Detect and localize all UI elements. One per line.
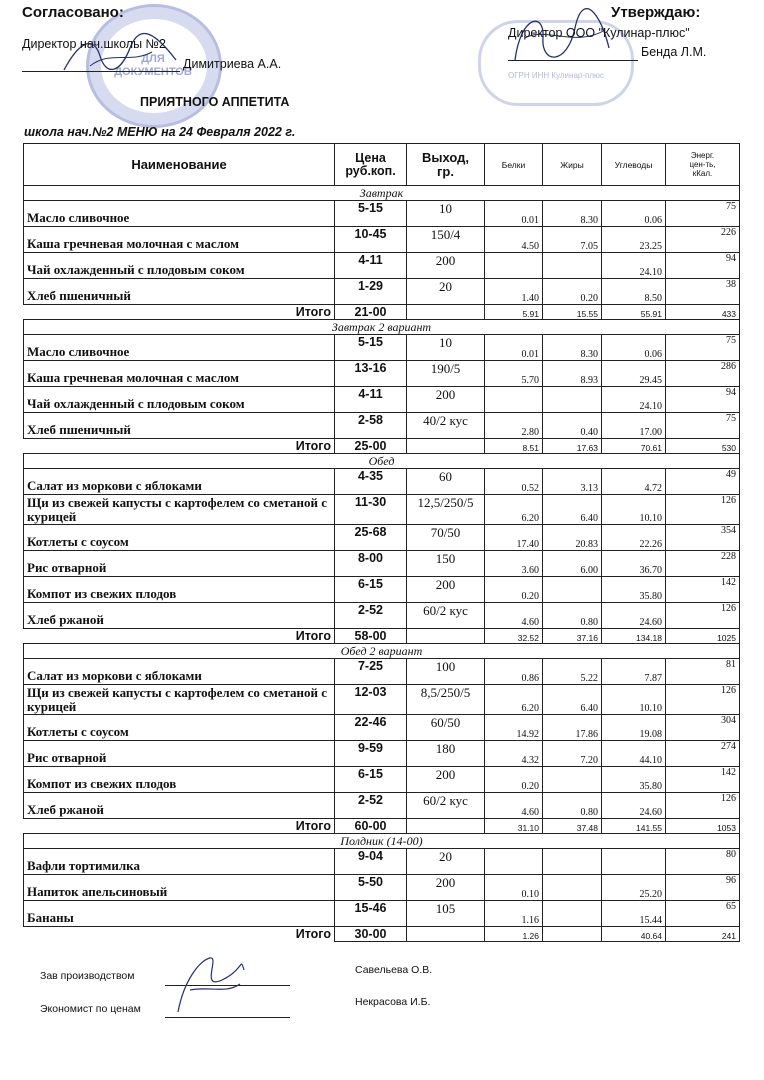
dish-yield: 60/2 кус	[407, 793, 485, 819]
dish-price: 10-45	[335, 227, 407, 253]
energy-header-line-1: Энерг.	[690, 151, 715, 160]
dish-fat	[543, 849, 602, 875]
dish-carbs: 23.25	[602, 227, 666, 253]
table-row	[24, 201, 740, 227]
dish-yield: 60	[407, 469, 485, 495]
dish-carbs: 19.08	[602, 715, 666, 741]
dish-kcal: 274	[666, 741, 740, 767]
total-price: 58-00	[335, 629, 407, 644]
dish-price: 22-46	[335, 715, 407, 741]
dish-kcal: 286	[666, 361, 740, 387]
dish-fat	[543, 901, 602, 927]
stamp-right-text: ОГРН ИНН Кулинар-плюс	[507, 71, 605, 80]
section-row	[24, 644, 740, 659]
right-approval-title: Утверждаю:	[611, 4, 701, 21]
total-row	[24, 629, 740, 644]
dish-kcal: 96	[666, 875, 740, 901]
greeting: ПРИЯТНОГО АППЕТИТА	[140, 95, 290, 109]
dish-price: 4-11	[335, 387, 407, 413]
total-label: Итого	[24, 305, 335, 320]
dish-fat: 8.30	[543, 335, 602, 361]
total-label: Итого	[24, 439, 335, 454]
section-row	[24, 186, 740, 201]
dish-protein: 3.60	[485, 551, 543, 577]
dish-fat: 0.80	[543, 603, 602, 629]
dish-carbs	[602, 849, 666, 875]
production-name: Савельева О.В.	[355, 964, 433, 976]
total-protein: 8.51	[485, 439, 543, 454]
dish-name: Щи из свежей капусты с картофелем со сметаной с курицей	[24, 495, 335, 525]
dish-kcal: 142	[666, 767, 740, 793]
dish-fat: 7.05	[543, 227, 602, 253]
dish-protein: 4.50	[485, 227, 543, 253]
dish-price: 5-50	[335, 875, 407, 901]
dish-carbs: 25.20	[602, 875, 666, 901]
table-row	[24, 227, 740, 253]
table-row	[24, 413, 740, 439]
dish-price: 7-25	[335, 659, 407, 685]
dish-carbs: 36.70	[602, 551, 666, 577]
dish-name: Чай охлажденный с плодовым соком	[24, 253, 335, 279]
total-protein: 32.52	[485, 629, 543, 644]
table-row	[24, 849, 740, 875]
total-label: Итого	[24, 927, 335, 942]
total-protein: 5.91	[485, 305, 543, 320]
dish-fat: 0.20	[543, 279, 602, 305]
table-row	[24, 875, 740, 901]
dish-kcal: 126	[666, 603, 740, 629]
dish-yield: 40/2 кус	[407, 413, 485, 439]
dish-yield: 12,5/250/5	[407, 495, 485, 525]
section-title: Завтрак 2 вариант	[24, 320, 740, 335]
dish-protein: 2.80	[485, 413, 543, 439]
total-kcal: 1053	[666, 819, 740, 834]
dish-price: 4-11	[335, 253, 407, 279]
column-name-header: Наименование	[24, 144, 335, 186]
dish-name: Каша гречневая молочная с маслом	[24, 227, 335, 253]
dish-kcal: 126	[666, 495, 740, 525]
dish-name: Рис отварной	[24, 551, 335, 577]
dish-carbs: 24.10	[602, 253, 666, 279]
dish-yield: 100	[407, 659, 485, 685]
dish-yield: 60/2 кус	[407, 603, 485, 629]
right-signature-line	[508, 60, 638, 61]
total-row	[24, 305, 740, 320]
stamp-left-text: ДЛЯ ДОКУМЕНТОВ	[114, 53, 192, 78]
dish-fat: 6.40	[543, 685, 602, 715]
dish-carbs: 15.44	[602, 901, 666, 927]
dish-fat: 3.13	[543, 469, 602, 495]
table-row	[24, 551, 740, 577]
dish-carbs: 24.60	[602, 603, 666, 629]
table-row	[24, 685, 740, 715]
dish-price: 13-16	[335, 361, 407, 387]
total-price: 30-00	[335, 927, 407, 942]
dish-kcal: 75	[666, 335, 740, 361]
total-yield-empty	[407, 629, 485, 644]
dish-protein: 5.70	[485, 361, 543, 387]
total-kcal: 241	[666, 927, 740, 942]
table-row	[24, 335, 740, 361]
dish-kcal: 228	[666, 551, 740, 577]
total-carbs: 134.18	[602, 629, 666, 644]
total-label: Итого	[24, 629, 335, 644]
dish-protein: 0.86	[485, 659, 543, 685]
total-carbs: 40.64	[602, 927, 666, 942]
dish-carbs: 0.06	[602, 335, 666, 361]
dish-price: 2-52	[335, 793, 407, 819]
dish-price: 25-68	[335, 525, 407, 551]
dish-protein	[485, 849, 543, 875]
dish-fat	[543, 253, 602, 279]
dish-price: 2-58	[335, 413, 407, 439]
dish-protein: 1.40	[485, 279, 543, 305]
dish-price: 5-15	[335, 201, 407, 227]
energy-header-line-3: кКал.	[692, 169, 713, 178]
dish-price: 4-35	[335, 469, 407, 495]
dish-name: Компот из свежих плодов	[24, 767, 335, 793]
dish-fat: 0.80	[543, 793, 602, 819]
dish-price: 11-30	[335, 495, 407, 525]
dish-kcal: 81	[666, 659, 740, 685]
table-row	[24, 469, 740, 495]
dish-carbs: 24.10	[602, 387, 666, 413]
dish-protein: 0.10	[485, 875, 543, 901]
total-yield-empty	[407, 819, 485, 834]
total-carbs: 55.91	[602, 305, 666, 320]
price-header-line-2: руб.коп.	[345, 163, 396, 178]
dish-yield: 180	[407, 741, 485, 767]
dish-protein: 14.92	[485, 715, 543, 741]
dish-name: Напиток апельсиновый	[24, 875, 335, 901]
dish-price: 5-15	[335, 335, 407, 361]
total-yield-empty	[407, 305, 485, 320]
dish-carbs: 8.50	[602, 279, 666, 305]
total-yield-empty	[407, 927, 485, 942]
dish-protein: 0.01	[485, 335, 543, 361]
dish-fat: 0.40	[543, 413, 602, 439]
dish-name: Компот из свежих плодов	[24, 577, 335, 603]
total-yield-empty	[407, 439, 485, 454]
dish-name: Щи из свежей капусты с картофелем со сметаной с курицей	[24, 685, 335, 715]
column-price-header	[335, 144, 407, 186]
dish-yield: 10	[407, 335, 485, 361]
table-row	[24, 659, 740, 685]
dish-kcal: 304	[666, 715, 740, 741]
dish-price: 15-46	[335, 901, 407, 927]
dish-kcal: 94	[666, 253, 740, 279]
dish-name: Салат из моркови с яблоками	[24, 469, 335, 495]
dish-yield: 200	[407, 875, 485, 901]
dish-yield: 70/50	[407, 525, 485, 551]
total-protein: 1.26	[485, 927, 543, 942]
dish-price: 2-52	[335, 603, 407, 629]
menu-table	[23, 143, 740, 942]
price-header-line-1: Цена	[355, 150, 386, 165]
table-row	[24, 253, 740, 279]
dish-yield: 60/50	[407, 715, 485, 741]
section-title: Полдник (14-00)	[24, 834, 740, 849]
dish-carbs: 7.87	[602, 659, 666, 685]
column-carbs-header: Углеводы	[602, 144, 666, 186]
section-row	[24, 834, 740, 849]
dish-fat	[543, 875, 602, 901]
total-carbs: 141.55	[602, 819, 666, 834]
dish-yield: 190/5	[407, 361, 485, 387]
total-carbs: 70.61	[602, 439, 666, 454]
dish-carbs: 35.80	[602, 577, 666, 603]
dish-name: Каша гречневая молочная с маслом	[24, 361, 335, 387]
dish-name: Масло сливочное	[24, 201, 335, 227]
table-row	[24, 387, 740, 413]
dish-carbs: 24.60	[602, 793, 666, 819]
left-approval-role: Директор нач.школы №2	[22, 37, 166, 51]
dish-kcal: 38	[666, 279, 740, 305]
dish-yield: 200	[407, 577, 485, 603]
dish-fat: 20.83	[543, 525, 602, 551]
dish-price: 9-59	[335, 741, 407, 767]
total-fat: 37.16	[543, 629, 602, 644]
dish-fat	[543, 767, 602, 793]
column-protein-header: Белки	[485, 144, 543, 186]
dish-protein: 4.60	[485, 603, 543, 629]
dish-fat: 17.86	[543, 715, 602, 741]
total-fat: 17.63	[543, 439, 602, 454]
dish-yield: 200	[407, 387, 485, 413]
total-fat: 15.55	[543, 305, 602, 320]
section-row	[24, 320, 740, 335]
dish-price: 6-15	[335, 577, 407, 603]
dish-carbs: 29.45	[602, 361, 666, 387]
table-row	[24, 715, 740, 741]
dish-name: Вафли тортимилка	[24, 849, 335, 875]
dish-name: Хлеб пшеничный	[24, 279, 335, 305]
dish-protein: 6.20	[485, 685, 543, 715]
dish-carbs: 22.26	[602, 525, 666, 551]
yield-header-line-1: Выход,	[421, 149, 470, 165]
dish-protein: 0.20	[485, 577, 543, 603]
table-row	[24, 361, 740, 387]
dish-fat: 5.22	[543, 659, 602, 685]
dish-price: 1-29	[335, 279, 407, 305]
dish-fat: 6.40	[543, 495, 602, 525]
dish-fat	[543, 387, 602, 413]
left-signature-line	[22, 71, 180, 72]
table-row	[24, 741, 740, 767]
dish-name: Хлеб ржаной	[24, 793, 335, 819]
dish-yield: 200	[407, 767, 485, 793]
dish-protein	[485, 387, 543, 413]
dish-name: Хлеб ржаной	[24, 603, 335, 629]
production-signature	[170, 950, 250, 1020]
production-label: Зав производством	[40, 970, 135, 982]
dish-carbs: 10.10	[602, 685, 666, 715]
dish-protein: 0.01	[485, 201, 543, 227]
dish-yield: 150/4	[407, 227, 485, 253]
table-row	[24, 901, 740, 927]
dish-carbs: 44.10	[602, 741, 666, 767]
dish-carbs: 0.06	[602, 201, 666, 227]
dish-kcal: 126	[666, 793, 740, 819]
total-fat: 37.48	[543, 819, 602, 834]
table-row	[24, 767, 740, 793]
dish-protein: 0.20	[485, 767, 543, 793]
total-row	[24, 439, 740, 454]
dish-yield: 10	[407, 201, 485, 227]
dish-protein: 0.52	[485, 469, 543, 495]
total-fat	[543, 927, 602, 942]
total-kcal: 433	[666, 305, 740, 320]
dish-kcal: 80	[666, 849, 740, 875]
dish-yield: 20	[407, 279, 485, 305]
right-approval-role: Директор ООО "Кулинар-плюс"	[508, 26, 690, 40]
section-row	[24, 454, 740, 469]
table-row	[24, 525, 740, 551]
dish-kcal: 75	[666, 413, 740, 439]
dish-yield: 8,5/250/5	[407, 685, 485, 715]
dish-fat: 7.20	[543, 741, 602, 767]
total-price: 60-00	[335, 819, 407, 834]
dish-name: Бананы	[24, 901, 335, 927]
dish-name: Рис отварной	[24, 741, 335, 767]
dish-name: Салат из моркови с яблоками	[24, 659, 335, 685]
dish-kcal: 142	[666, 577, 740, 603]
dish-price: 12-03	[335, 685, 407, 715]
left-approval-title: Согласовано:	[22, 4, 124, 21]
section-title: Завтрак	[24, 186, 740, 201]
total-price: 25-00	[335, 439, 407, 454]
total-label: Итого	[24, 819, 335, 834]
dish-carbs: 17.00	[602, 413, 666, 439]
table-row	[24, 495, 740, 525]
section-title: Обед	[24, 454, 740, 469]
dish-carbs: 35.80	[602, 767, 666, 793]
dish-kcal: 226	[666, 227, 740, 253]
dish-kcal: 94	[666, 387, 740, 413]
total-kcal: 1025	[666, 629, 740, 644]
dish-price: 6-15	[335, 767, 407, 793]
dish-protein	[485, 253, 543, 279]
menu-caption: школа нач.№2 МЕНЮ на 24 Февраля 2022 г.	[24, 125, 296, 139]
dish-name: Котлеты с соусом	[24, 715, 335, 741]
column-yield-header	[407, 144, 485, 186]
table-row	[24, 793, 740, 819]
left-signatory: Димитриева А.А.	[183, 57, 282, 71]
total-price: 21-00	[335, 305, 407, 320]
dish-protein: 4.60	[485, 793, 543, 819]
dish-name: Хлеб пшеничный	[24, 413, 335, 439]
table-row	[24, 279, 740, 305]
economist-name: Некрасова И.Б.	[355, 996, 431, 1008]
table-row	[24, 603, 740, 629]
dish-protein: 17.40	[485, 525, 543, 551]
table-header-row	[24, 144, 740, 186]
dish-price: 9-04	[335, 849, 407, 875]
dish-protein: 1.16	[485, 901, 543, 927]
dish-protein: 4.32	[485, 741, 543, 767]
dish-kcal: 354	[666, 525, 740, 551]
dish-kcal: 65	[666, 901, 740, 927]
dish-name: Котлеты с соусом	[24, 525, 335, 551]
dish-name: Чай охлажденный с плодовым соком	[24, 387, 335, 413]
section-title: Обед 2 вариант	[24, 644, 740, 659]
dish-carbs: 4.72	[602, 469, 666, 495]
dish-yield: 200	[407, 253, 485, 279]
dish-price: 8-00	[335, 551, 407, 577]
dish-yield: 150	[407, 551, 485, 577]
dish-kcal: 49	[666, 469, 740, 495]
total-row	[24, 927, 740, 942]
dish-fat: 8.93	[543, 361, 602, 387]
economist-label: Экономист по ценам	[40, 1003, 141, 1015]
column-fat-header: Жиры	[543, 144, 602, 186]
right-signatory: Бенда Л.М.	[641, 45, 707, 59]
dish-kcal: 75	[666, 201, 740, 227]
total-kcal: 530	[666, 439, 740, 454]
dish-fat: 8.30	[543, 201, 602, 227]
dish-fat	[543, 577, 602, 603]
total-protein: 31.10	[485, 819, 543, 834]
column-energy-header	[666, 144, 740, 186]
dish-name: Масло сливочное	[24, 335, 335, 361]
dish-fat: 6.00	[543, 551, 602, 577]
dish-kcal: 126	[666, 685, 740, 715]
table-row	[24, 577, 740, 603]
dish-protein: 6.20	[485, 495, 543, 525]
dish-yield: 105	[407, 901, 485, 927]
dish-carbs: 10.10	[602, 495, 666, 525]
total-row	[24, 819, 740, 834]
energy-header-line-2: цен-ть,	[689, 160, 716, 169]
dish-yield: 20	[407, 849, 485, 875]
yield-header-line-2: гр.	[437, 163, 454, 179]
